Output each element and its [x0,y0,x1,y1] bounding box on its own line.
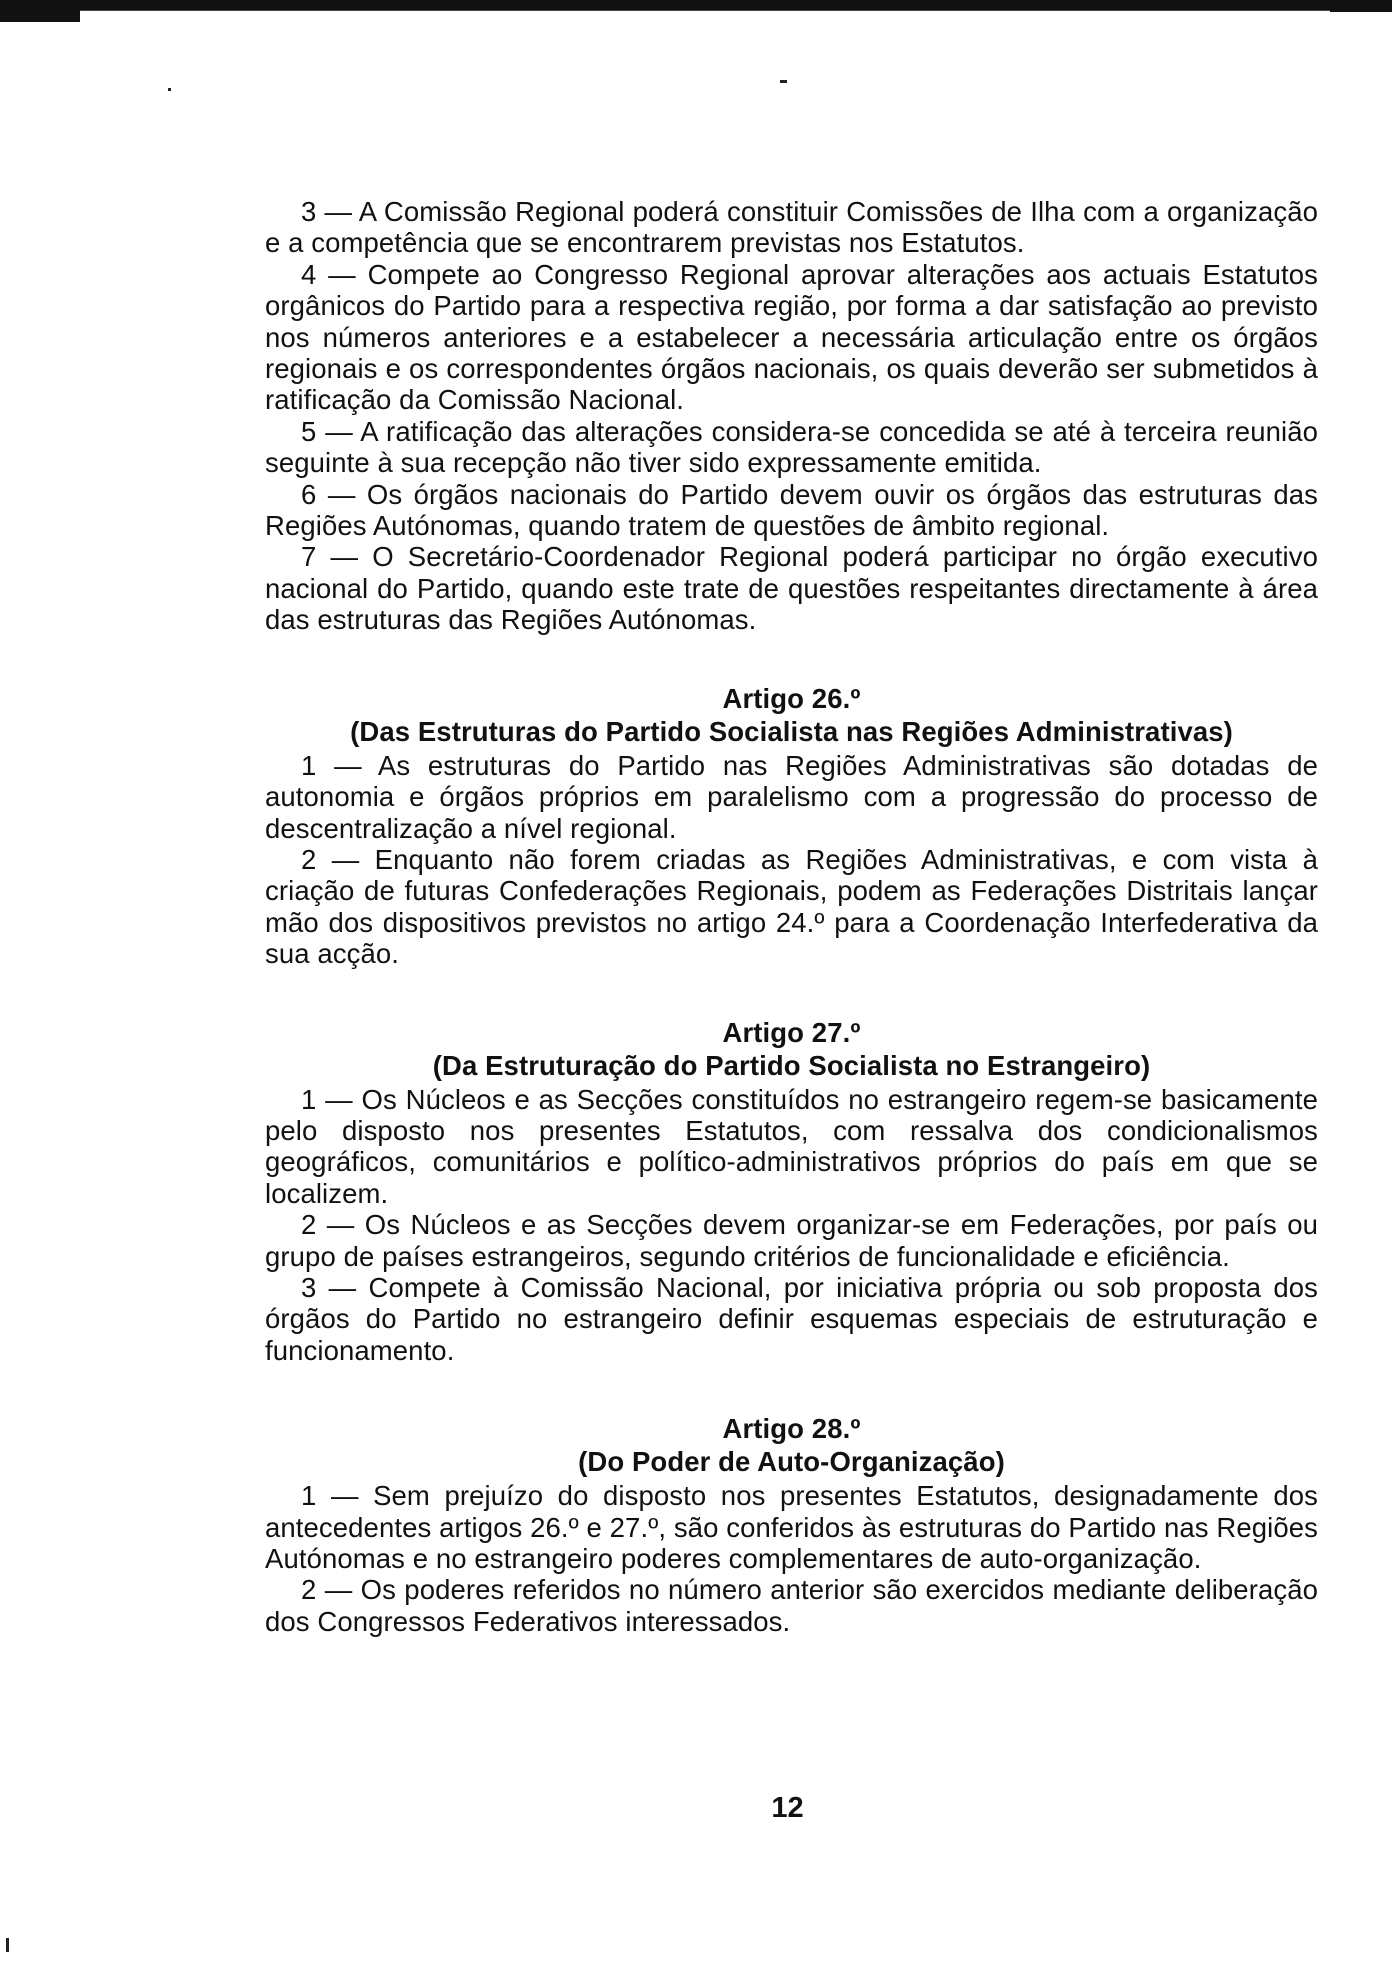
article-title: (Da Estruturação do Partido Socialista no Estrangeiro) [432,1049,1151,1081]
paragraph: 1 — Sem prejuízo do disposto nos presentes Estatutos, designadamente dos antecedentes artigos 26.º e 27.º, são conferidos às estruturas do Partido nas Regiões Autónomas e no estrangeiro poderes complementares de auto-organização. [265,1480,1318,1574]
scan-edge-line [80,10,1330,15]
scan-speck [780,80,787,83]
paragraph: 2 — Enquanto não forem criadas as Regiões Administrativas, e com vista à criação de futuras Confederações Regionais, podem as Federações Distritais lançar mão dos dispositivos previstos no artigo 24.º para a Coordenação Interfederativa da sua acção. [265,843,1318,970]
paragraph: 3 — Compete à Comissão Nacional, por iniciativa própria ou sob proposta dos órgãos do Partido no estrangeiro definir esquemas especiais de estruturação e funcionamento. [265,1271,1318,1366]
article-number: Artigo 28.º [722,1413,861,1445]
paragraph: 1 — As estruturas do Partido nas Regiões Administrativas são dotadas de autonomia e órgãos próprios em paralelismo com a progressão do processo de descentralização a nível regional. [265,749,1318,844]
article-number: Artigo 27.º [722,1016,861,1048]
paragraph: 3 — A Comissão Regional poderá constituir Comissões de Ilha com a organização e a competência que se encontrarem previstas nos Estatutos. [265,196,1318,259]
scan-corner-mark [0,0,80,22]
scan-speck [6,1938,9,1952]
paragraph: 6 — Os órgãos nacionais do Partido devem ouvir os órgãos das estruturas das Regiões Autónomas, quando tratem de questões de âmbito regional. [265,478,1318,542]
paragraph: 2 — Os poderes referidos no número anterior são exercidos mediante deliberação dos Congressos Federativos interessados. [265,1574,1318,1637]
article-title: (Do Poder de Auto-Organização) [578,1446,1005,1478]
scan-speck [168,88,171,91]
article-26 [265,682,1318,970]
article-number: Artigo 26.º [722,682,861,714]
paragraph: 7 — O Secretário-Coordenador Regional poderá participar no órgão executivo nacional do Partido, quando este trate de questões respeitantes directamente à área das estruturas das Regiões Autónomas. [265,541,1318,636]
paragraph: 4 — Compete ao Congresso Regional aprovar alterações aos actuais Estatutos orgânicos do Partido para a respectiva região, por forma a dar satisfação ao previsto nos números anteriores e a estabelecer a necessária articulação entre os órgãos regionais e os correspondentes órgãos nacionais, os quais deverão ser submetidos à ratificação da Comissão Nacional. [265,258,1318,416]
document-page [265,196,1318,1637]
article-title: (Das Estruturas do Partido Socialista nas Regiões Administrativas) [350,715,1233,747]
paragraph: 1 — Os Núcleos e as Secções constituídos no estrangeiro regem-se basicamente pelo disposto nos presentes Estatutos, com ressalva dos condicionalismos geográficos, comunitários e político-administrativos próprios do país em que se localizem. [265,1083,1318,1209]
continued-section [265,196,1318,636]
article-28 [265,1412,1318,1637]
article-27 [265,1016,1318,1367]
paragraph: 2 — Os Núcleos e as Secções devem organizar-se em Federações, por país ou grupo de países estrangeiros, segundo critérios de funcionalidade e eficiência. [265,1209,1318,1272]
paragraph: 5 — A ratificação das alterações considera-se concedida se até à terceira reunião seguinte à sua recepção não tiver sido expressamente emitida. [265,415,1318,479]
page-number: 12 [771,1792,804,1824]
